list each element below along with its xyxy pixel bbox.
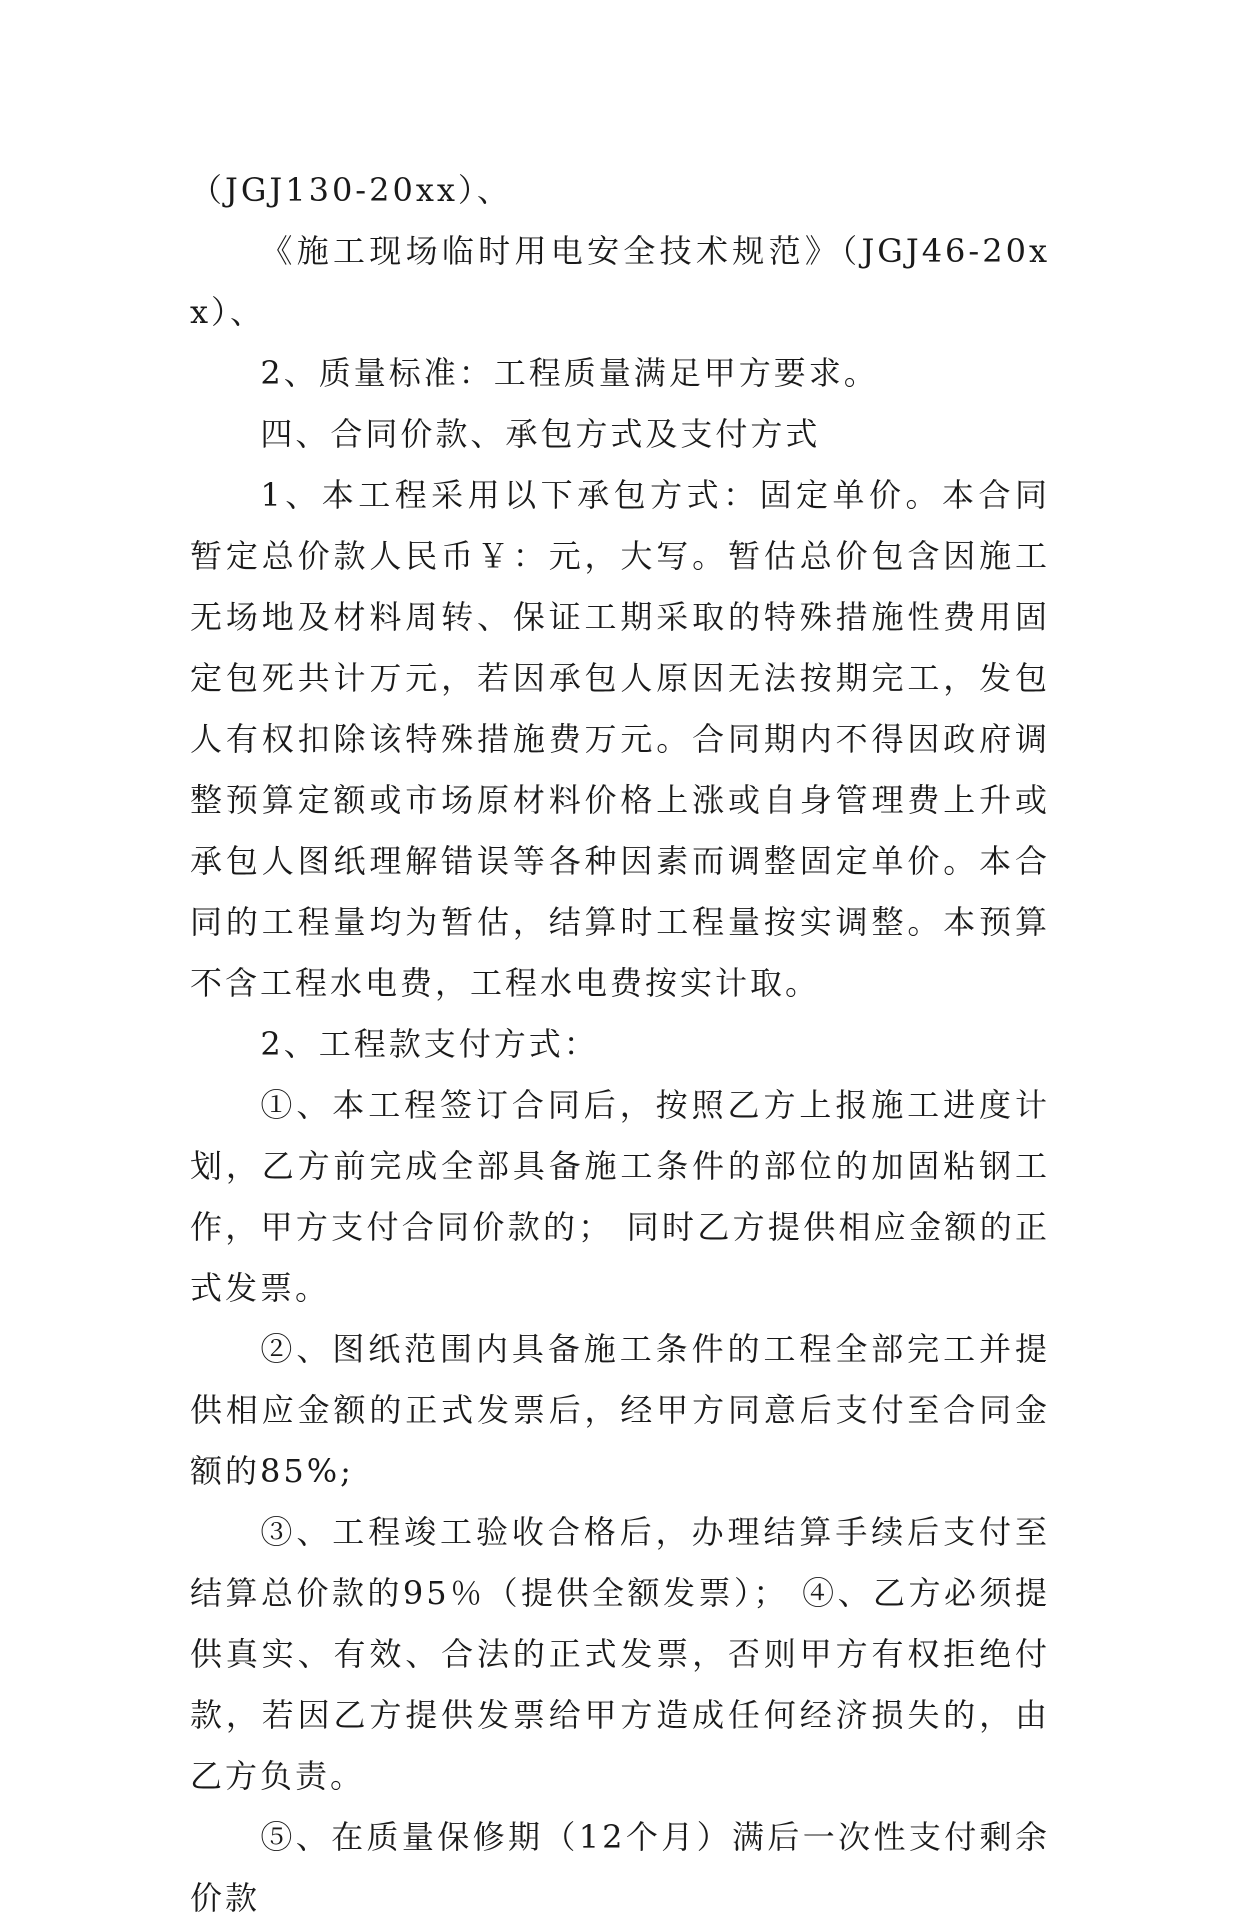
paragraph-payment-item-3-4: ③、工程竣工验收合格后，办理结算手续后支付至结算总价款的95％（提供全额发票）； ④、乙方必须提供真实、有效、合法的正式发票，否则甲方有权拒绝付款，若因乙方提供发票给甲方造成任何经济损失的，由乙方负责。 bbox=[190, 1513, 1050, 1795]
paragraph-standard-code: （JGJ130-20xx）、 bbox=[190, 171, 512, 209]
paragraph-payment-item-2: ②、图纸范围内具备施工条件的工程全部完工并提供相应金额的正式发票后，经甲方同意后支付至合同金额的85%; bbox=[190, 1330, 1050, 1490]
paragraph-payment-method-heading: 2、工程款支付方式： bbox=[260, 1025, 599, 1063]
paragraph-contract-method: 1、本工程采用以下承包方式：固定单价。本合同暂定总价款人民币￥：元，大写。暂估总价包含因施工无场地及材料周转、保证工期采取的特殊措施性费用固定包死共计万元，若因承包人原因无法按期完工，发包人有权扣除该特殊措施费万元。合同期内不得因政府调整预算定额或市场原材料价格上涨或自身管理费上升或承包人图纸理解错误等各种因素而调整固定单价。本合同的工程量均为暂估，结算时工程量按实调整。本预算不含工程水电费，工程水电费按实计取。 bbox=[190, 476, 1050, 1002]
paragraph-payment-item-5: ⑤、在质量保修期（12个月）满后一次性支付剩余价款 bbox=[190, 1818, 1050, 1917]
paragraph-payment-item-1: ①、本工程签订合同后，按照乙方上报施工进度计划，乙方前完成全部具备施工条件的部位的加固粘钢工作，甲方支付合同价款的； 同时乙方提供相应金额的正式发票。 bbox=[190, 1086, 1050, 1307]
paragraph-quality-standard: 2、质量标准：工程质量满足甲方要求。 bbox=[260, 354, 879, 392]
document-body bbox=[190, 160, 1050, 1929]
paragraph-electric-safety-spec: 《施工现场临时用电安全技术规范》（JGJ46-20xx）、 bbox=[190, 232, 1050, 331]
section-heading-contract-price: 四、合同价款、承包方式及支付方式 bbox=[260, 415, 821, 453]
